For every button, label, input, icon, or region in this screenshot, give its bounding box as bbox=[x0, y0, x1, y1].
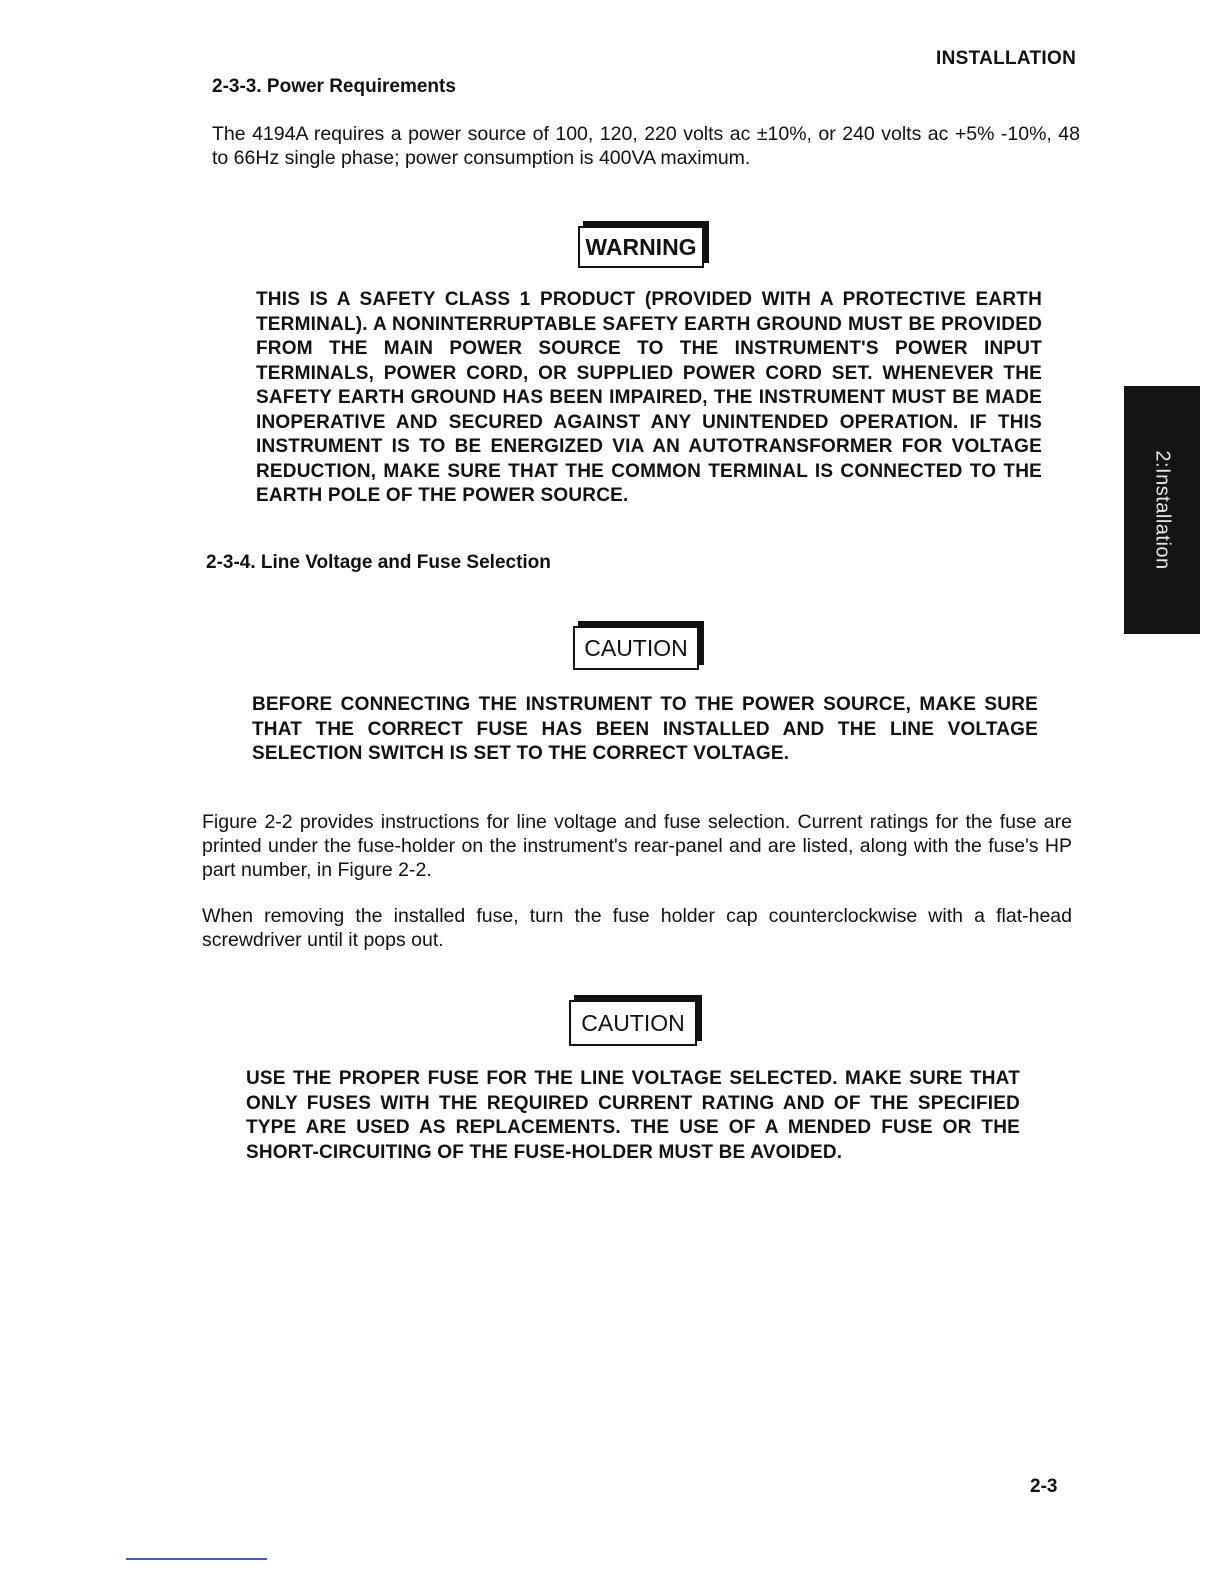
warning-text: THIS IS A SAFETY CLASS 1 PRODUCT (PROVIDED WITH A PROTECTIVE EARTH TERMINAL). A NONINTERRUPTABLE SAFETY EARTH GROUND MUST BE PROVIDED FROM THE MAIN POWER SOURCE TO THE INSTRUMENT'S POWER INPUT TERMINALS, POWER CORD, OR SUPPLIED POWER CORD SET. WHENEVER THE SAFETY EARTH GROUND HAS BEEN IMPAIRED, THE INSTRUMENT MUST BE MADE INOPERATIVE AND SECURED AGAINST ANY UNINTENDED OPERATION. IF THIS INSTRUMENT IS TO BE ENERGIZED VIA AN AUTOTRANSFORMER FOR VOLTAGE REDUCTION, MAKE SURE THAT THE COMMON TERMINAL IS CONNECTED TO THE EARTH POLE OF THE POWER SOURCE. bbox=[256, 289, 1042, 506]
caution-text-2: USE THE PROPER FUSE FOR THE LINE VOLTAGE SELECTED. MAKE SURE THAT ONLY FUSES WITH THE REQUIRED CURRENT RATING AND OF THE SPECIFIED TYPE ARE USED AS REPLACEMENTS. THE USE OF A MENDED FUSE OR THE SHORT-CIRCUITING OF THE FUSE-HOLDER MUST BE AVOIDED. bbox=[246, 1068, 1020, 1163]
fuse-selection-paragraph: Figure 2-2 provides instructions for line voltage and fuse selection. Current ratings for the fuse are printed under the fuse-holder on the instrument's rear-panel and are listed, along with the fuse's HP part number, in Figure 2-2. bbox=[202, 811, 1072, 881]
fuse-removal-paragraph: When removing the installed fuse, turn the fuse holder cap counterclockwise with a flat-head screwdriver until it pops out. bbox=[202, 905, 1072, 951]
footer-rule bbox=[126, 1558, 267, 1560]
power-requirements-paragraph: The 4194A requires a power source of 100, 120, 220 volts ac ±10%, or 240 volts ac +5% -10%, 48 to 66Hz single phase; power consumption is 400VA maximum. bbox=[212, 123, 1080, 169]
section-heading-line-voltage: 2-3-4. Line Voltage and Fuse Selection bbox=[206, 552, 551, 573]
section-heading-power-requirements: 2-3-3. Power Requirements bbox=[212, 76, 456, 97]
caution-label-2: CAUTION bbox=[569, 1000, 697, 1046]
caution-text-1: BEFORE CONNECTING THE INSTRUMENT TO THE POWER SOURCE, MAKE SURE THAT THE CORRECT FUSE HAS BEEN INSTALLED AND THE LINE VOLTAGE SELECTION SWITCH IS SET TO THE CORRECT VOLTAGE. bbox=[252, 694, 1038, 764]
running-head: INSTALLATION bbox=[936, 48, 1077, 69]
chapter-side-tab bbox=[1124, 386, 1200, 634]
chapter-side-tab-label: 2:Installation bbox=[1151, 450, 1174, 570]
caution-label-1: CAUTION bbox=[573, 626, 699, 670]
warning-label: WARNING bbox=[578, 226, 704, 268]
page-number: 2-3 bbox=[1030, 1476, 1058, 1497]
